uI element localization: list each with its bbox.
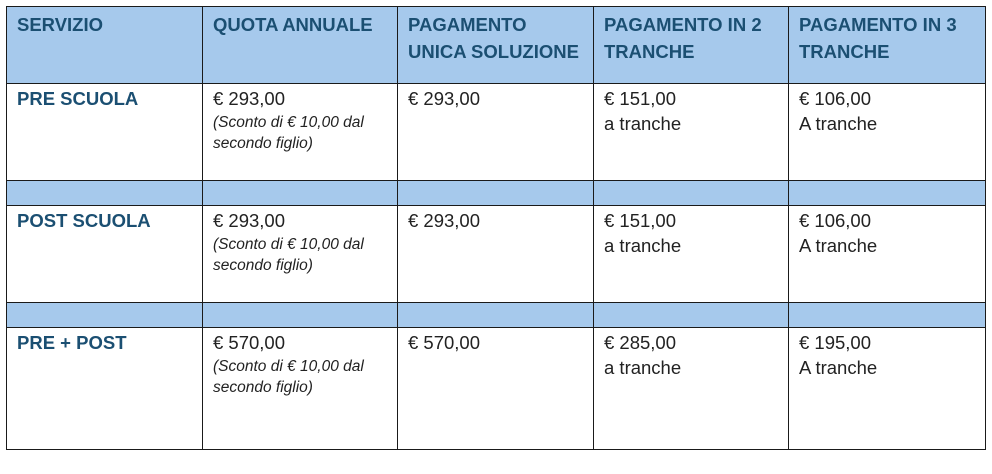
annual-fee: € 293,00 bbox=[213, 88, 286, 109]
three-installments-cell bbox=[789, 206, 986, 303]
spacer-row bbox=[7, 303, 986, 328]
three-installments-cell bbox=[789, 328, 986, 450]
three-installments-amount: € 106,00 bbox=[799, 88, 872, 109]
spacer-cell bbox=[789, 181, 986, 206]
header-3-tranche: PAGAMENTO IN 3 TRANCHE bbox=[789, 7, 986, 84]
service-cell bbox=[7, 84, 203, 181]
service-name: PRE + POST bbox=[17, 332, 127, 353]
service-name: PRE SCUOLA bbox=[17, 88, 139, 109]
two-installments-cell bbox=[594, 206, 789, 303]
discount-note-line2: secondo figlio) bbox=[213, 135, 313, 152]
spacer-cell bbox=[594, 181, 789, 206]
header-quota-annuale: QUOTA ANNUALE bbox=[203, 7, 398, 84]
spacer-cell bbox=[203, 181, 398, 206]
three-installments-amount: € 195,00 bbox=[799, 332, 872, 353]
spacer-cell bbox=[594, 303, 789, 328]
header-servizio: SERVIZIO bbox=[7, 7, 203, 84]
discount-note bbox=[213, 112, 388, 154]
discount-note bbox=[213, 234, 388, 276]
discount-note-line2: secondo figlio) bbox=[213, 257, 313, 274]
two-installments-note: a tranche bbox=[604, 357, 682, 378]
three-installments-note: A tranche bbox=[799, 235, 878, 256]
discount-note-line1: (Sconto di € 10,00 dal bbox=[213, 358, 364, 375]
service-cell bbox=[7, 206, 203, 303]
three-installments-cell bbox=[789, 84, 986, 181]
two-installments-amount: € 151,00 bbox=[604, 88, 677, 109]
two-installments-note: a tranche bbox=[604, 235, 682, 256]
discount-note-line2: secondo figlio) bbox=[213, 379, 313, 396]
spacer-cell bbox=[398, 181, 594, 206]
annual-fee: € 293,00 bbox=[213, 210, 286, 231]
annual-fee-cell bbox=[203, 206, 398, 303]
table-row bbox=[7, 328, 986, 450]
two-installments-cell bbox=[594, 84, 789, 181]
header-unica-soluzione: PAGAMENTO UNICA SOLUZIONE bbox=[398, 7, 594, 84]
spacer-cell bbox=[789, 303, 986, 328]
spacer-cell bbox=[7, 181, 203, 206]
three-installments-amount: € 106,00 bbox=[799, 210, 872, 231]
spacer-cell bbox=[203, 303, 398, 328]
discount-note-line1: (Sconto di € 10,00 dal bbox=[213, 236, 364, 253]
table-row bbox=[7, 84, 986, 181]
two-installments-cell bbox=[594, 328, 789, 450]
single-payment-cell bbox=[398, 328, 594, 450]
three-installments-note: A tranche bbox=[799, 113, 878, 134]
discount-note bbox=[213, 356, 388, 398]
discount-note-line1: (Sconto di € 10,00 dal bbox=[213, 114, 364, 131]
spacer-cell bbox=[7, 303, 203, 328]
annual-fee-cell bbox=[203, 84, 398, 181]
single-payment: € 293,00 bbox=[408, 210, 481, 231]
two-installments-note: a tranche bbox=[604, 113, 682, 134]
service-name: POST SCUOLA bbox=[17, 210, 151, 231]
single-payment-cell bbox=[398, 84, 594, 181]
annual-fee: € 570,00 bbox=[213, 332, 286, 353]
three-installments-note: A tranche bbox=[799, 357, 878, 378]
spacer-cell bbox=[398, 303, 594, 328]
two-installments-amount: € 151,00 bbox=[604, 210, 677, 231]
service-cell bbox=[7, 328, 203, 450]
fee-table bbox=[6, 6, 986, 450]
single-payment: € 570,00 bbox=[408, 332, 481, 353]
single-payment-cell bbox=[398, 206, 594, 303]
table-row bbox=[7, 206, 986, 303]
table-header-row bbox=[7, 7, 986, 84]
header-2-tranche: PAGAMENTO IN 2 TRANCHE bbox=[594, 7, 789, 84]
single-payment: € 293,00 bbox=[408, 88, 481, 109]
annual-fee-cell bbox=[203, 328, 398, 450]
spacer-row bbox=[7, 181, 986, 206]
two-installments-amount: € 285,00 bbox=[604, 332, 677, 353]
